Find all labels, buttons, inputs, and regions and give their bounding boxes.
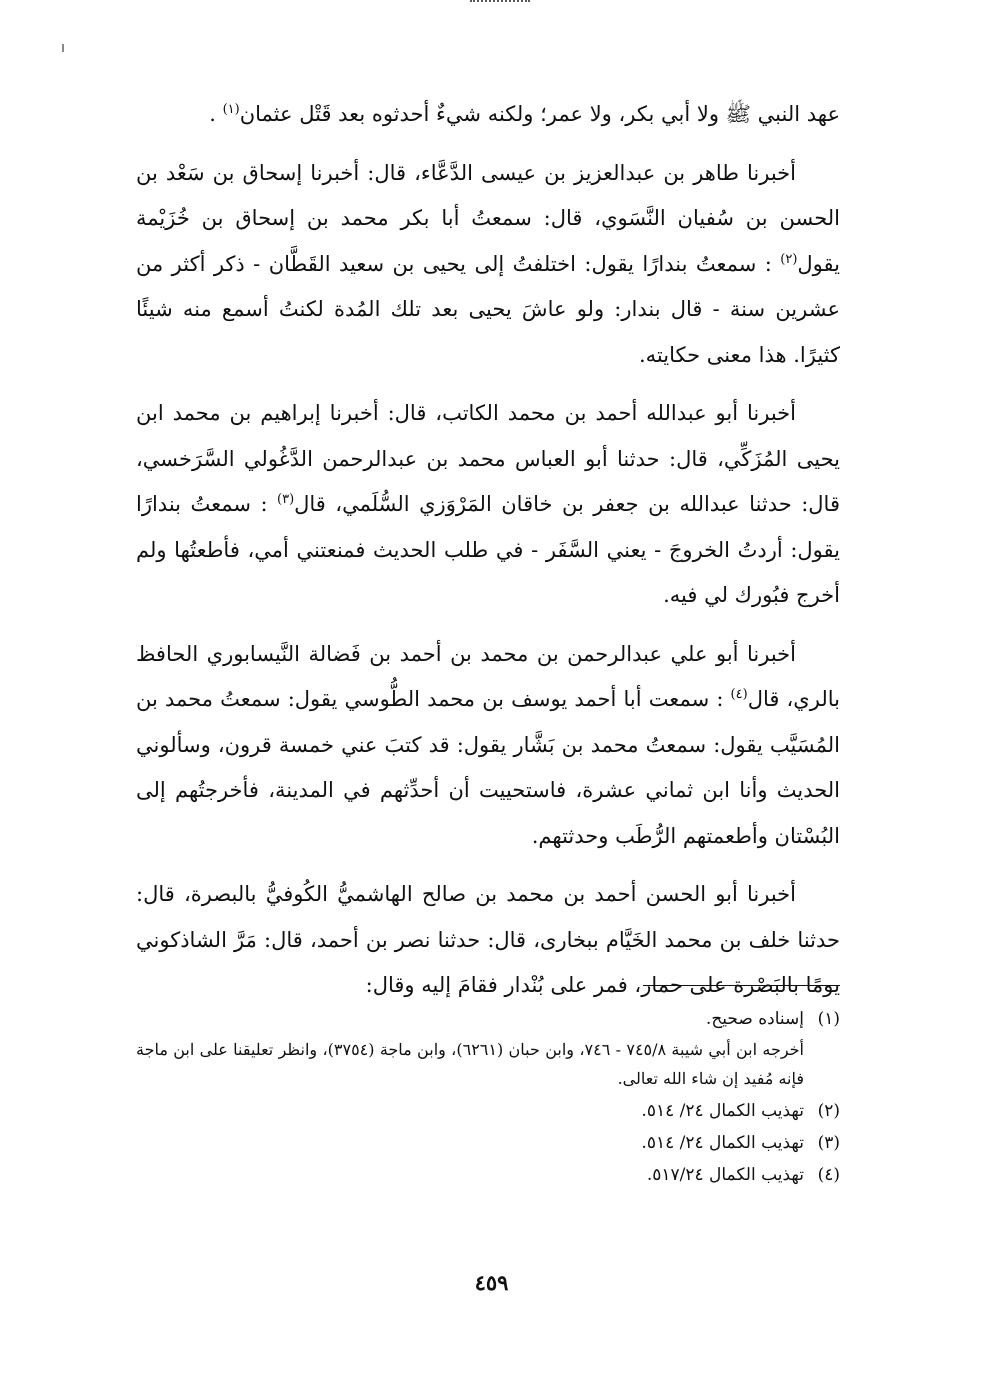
paragraph-4-text-a: أخبرنا أبو علي عبدالرحمن بن محمد بن أحمد بن فَضالة النَّيسابوري الحافظ بالري، قال — [136, 641, 840, 711]
paragraph-1-end: . — [209, 102, 223, 126]
footnote-2-number: (٢) — [817, 1101, 840, 1121]
footnotes — [136, 1003, 840, 1191]
footnote-2-text: تهذيب الكمال ٢٤/ ٥١٤. — [641, 1101, 804, 1121]
paragraph-3-text-b: : سمعتُ بندارًا يقول: أردتُ الخروجَ - يعني السَّفَر - في طلب الحديث فمنعتني أمي، فأطعتُها ولم أخرج فبُورك لي فيه. — [136, 492, 840, 607]
paragraph-2-text-a: أخبرنا طاهر بن عبدالعزيز بن عيسى الدَّعَّاء، قال: أخبرنا إسحاق بن سَعْد بن الحسن بن سُفيان النَّسَوي، قال: سمعتُ أبا بكر محمد بن إسحاق بن خُزَيْمة يقول — [136, 160, 840, 276]
footnote-ref-1[interactable]: (١) — [222, 102, 240, 117]
paragraph-2-text-b: : سمعتُ بندارًا يقول: اختلفتُ إلى يحيى بن سعيد القَطَّان - ذكر أكثر من عشرين سنة - قال بندار: ولو عاشَ يحيى بعد تلك المُدة لكنتُ أسمع منه شيئًا كثيرًا. هذا معنى حكايته. — [136, 251, 840, 367]
paragraph-4-text-b: : سمعت أبا أحمد يوسف بن محمد الطُّوسي يقول: سمعتُ محمد بن المُسَيَّب يقول: سمعتُ محمد بن بَشَّار يقول: قد كتبَ عني خمسة قرون، وسألوني الحديث وأنا ابن ثماني عشرة، فاستحييت أن أحدِّثهم في المدينة، فأخرجتُهم إلى البُسْتان وأطعمتهم الرُّطَب وحدثتهم. — [136, 687, 840, 848]
footnote-1 — [136, 1003, 840, 1035]
paragraph-3 — [136, 391, 840, 619]
paragraph-2 — [136, 151, 840, 379]
footnote-1-number: (١) — [817, 1009, 840, 1029]
footnote-ref-4[interactable]: (٤) — [730, 687, 748, 702]
paragraph-5 — [136, 872, 840, 1009]
footnote-4 — [136, 1159, 840, 1191]
footnote-3-number: (٣) — [817, 1133, 840, 1153]
footnote-separator — [643, 985, 840, 986]
header-ornament — [470, 0, 530, 6]
paragraph-3-text-a: أخبرنا أبو عبدالله أحمد بن محمد الكاتب، قال: أخبرنا إبراهيم بن محمد ابن يحيى المُزَكِّي، قال: حدثنا أبو العباس محمد بن عبدالرحمن الدَّغُولي السَّرَخسي، قال: حدثنا عبدالله بن جعفر بن خاقان المَرْوَزي السُّلَمي، قال — [136, 401, 840, 516]
paragraph-4 — [136, 632, 840, 860]
footnote-1-detail: أخرجه ابن أبي شيبة ٧٤٥/٨ - ٧٤٦، وابن حبان (٦٢٦١)، وابن ماجة (٣٧٥٤)، وانظر تعليقنا على ابن ماجة فإنه مُفيد إن شاء الله تعالى. — [136, 1040, 804, 1088]
footnote-ref-2[interactable]: (٢) — [780, 251, 798, 267]
paragraph-1-text: عهد النبي ﷺ ولا أبي بكر، ولا عمر؛ ولكنه شيءٌ أحدثوه بعد قَتْل عثمان — [239, 102, 840, 126]
footnote-3 — [136, 1127, 840, 1159]
footnote-4-text: تهذيب الكمال ٥١٧/٢٤. — [646, 1165, 804, 1185]
footnote-4-number: (٤) — [817, 1165, 840, 1185]
page-number: ٤٥٩ — [474, 1270, 509, 1295]
main-text — [136, 92, 840, 1022]
margin-mark — [62, 44, 64, 52]
footnote-2 — [136, 1095, 840, 1127]
paragraph-5-text: أخبرنا أبو الحسن أحمد بن محمد بن صالح الهاشميُّ الكُوفيُّ بالبصرة، قال: حدثنا خلف بن محمد الخَيَّام ببخارى، قال: حدثنا نصر بن أحمد، قال: مَرَّ الشاذكوني يومًا بالبَصْرة على حمار، فمر على بُنْدار فقامَ إليه وقال: — [136, 882, 840, 997]
footnote-ref-3[interactable]: (٣) — [277, 492, 295, 507]
footnote-1-text: إسناده صحيح. — [705, 1009, 804, 1029]
paragraph-1 — [136, 92, 840, 138]
footnote-3-text: تهذيب الكمال ٢٤/ ٥١٤. — [641, 1133, 804, 1153]
